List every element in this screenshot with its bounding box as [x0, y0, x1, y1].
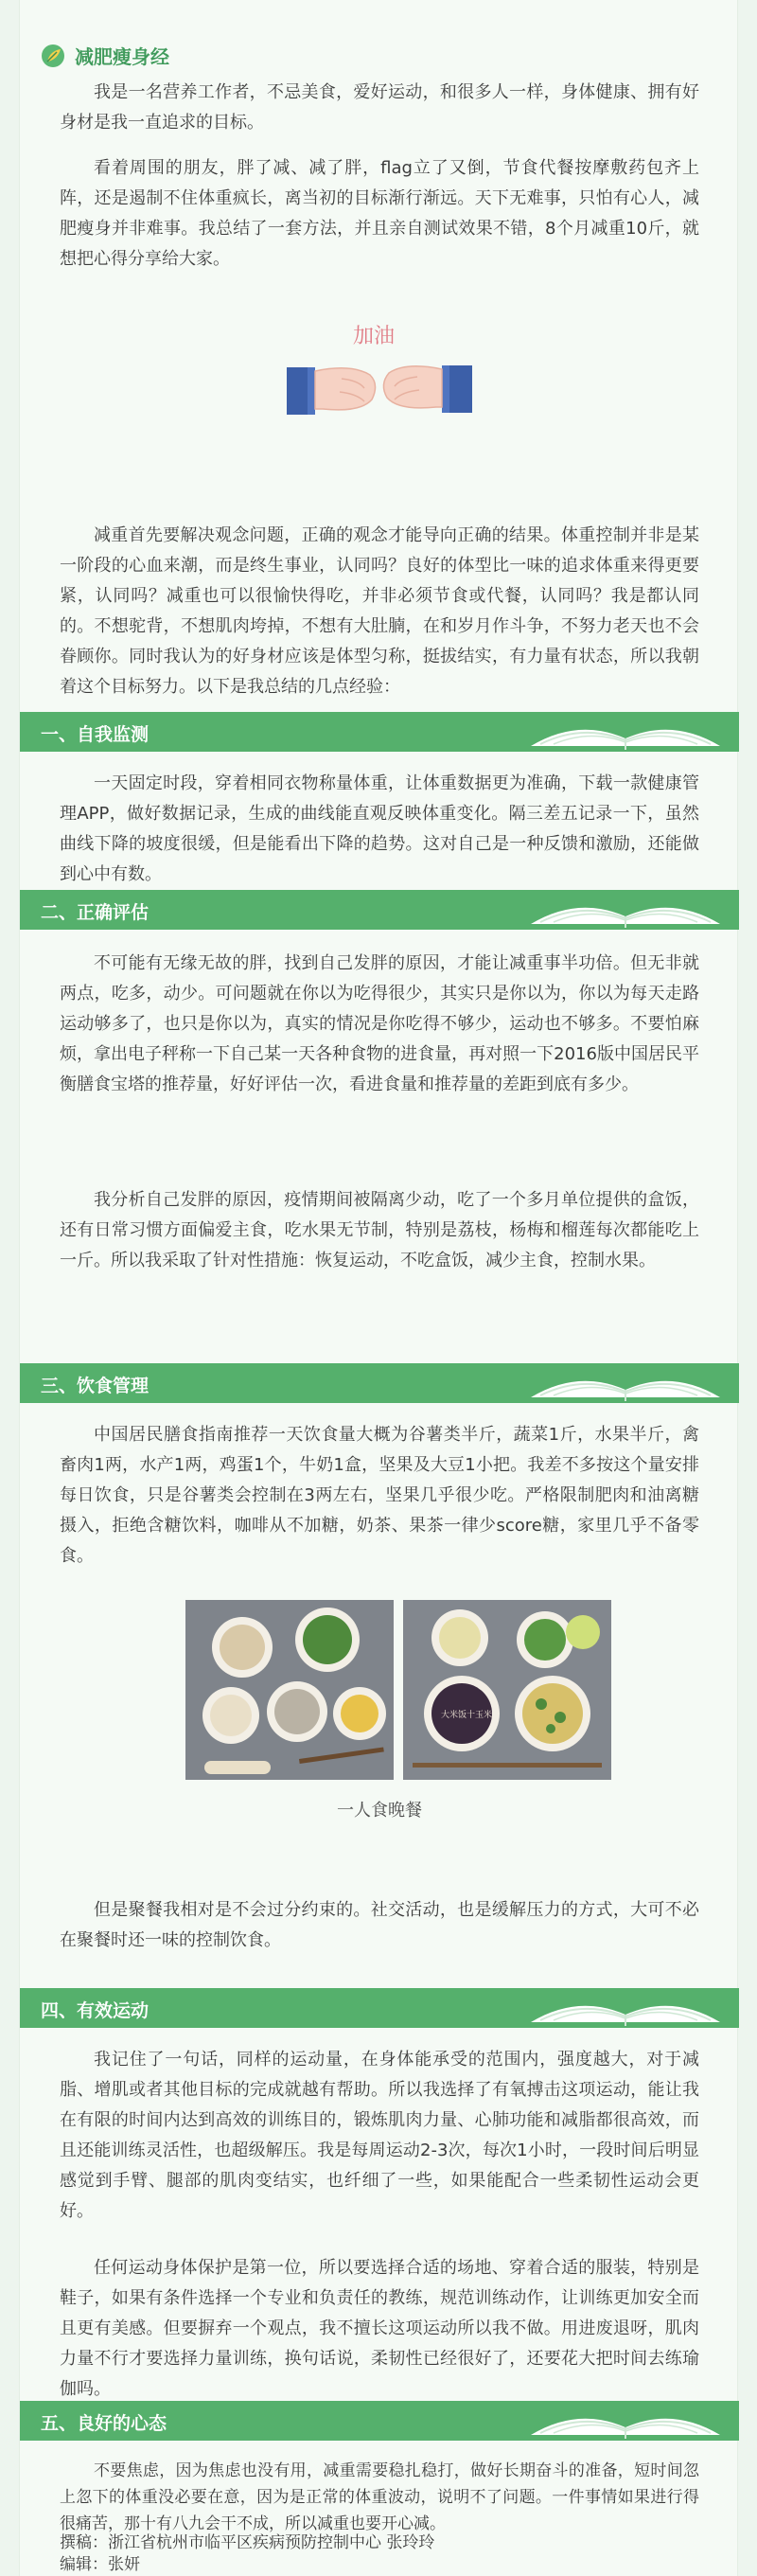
- section-title: 一、自我监测: [41, 724, 150, 745]
- open-book-icon: [512, 2389, 739, 2441]
- meal-photo-left: [185, 1600, 394, 1780]
- open-book-icon: [512, 879, 739, 930]
- section-header-diet: [20, 1363, 739, 1403]
- section-5-paragraph: 不要焦虑，因为焦虑也没有用，减重需要稳扎稳打，做好长期奋斗的准备，短时间忽上忽下的体重没必要在意，因为是正常的体重波动，说明不了问题。一件事情如果进行得很痛苦，那十有八九会干不成，所以减重也要开心减。: [60, 2461, 699, 2533]
- section-title: 五、良好的心态: [41, 2413, 167, 2434]
- editor-credit: 编辑：张妍: [60, 2555, 140, 2574]
- meal-photo-right: [403, 1600, 611, 1780]
- photo-caption: 一人食晚餐: [337, 1801, 422, 1821]
- section-2-paragraph-2: 我分析自己发胖的原因，疫情期间被隔离少动，吃了一个多月单位提供的盒饭，还有日常习惯方面偏爱主食，吃水果无节制，特别是荔枝，杨梅和榴莲每次都能吃上一斤。所以我采取了针对性措施：恢复运动，不吃盒饭，减少主食，控制水果。: [60, 1190, 699, 1270]
- section-header-exercise: [20, 1988, 739, 2028]
- section-3-paragraph-2: 但是聚餐我相对是不会过分约束的。社交活动，也是缓解压力的方式，大可不必在聚餐时还一味的控制饮食。: [60, 1900, 699, 1950]
- section-title: 二、正确评估: [41, 902, 150, 923]
- section-1-paragraph: 一天固定时段，穿着相同衣物称量体重，让体重数据更为准确，下载一款健康管理APP，做好数据记录，生成的曲线能直观反映体重变化。隔三差五记录一下，虽然曲线下降的坡度很缓，但是能看出下降的趋势。这对自己是一种反馈和激励，还能做到心中有数。: [60, 773, 699, 884]
- section-4-paragraph-2: 任何运动身体保护是第一位，所以要选择合适的场地、穿着合适的服装，特别是鞋子，如果有条件选择一个专业和负责任的教练，规范训练动作，让训练更加安全而且更有美感。但要摒弃一个观点，我不擅长这项运动所以我不做。用进废退呀，肌肉力量不行才要选择力量训练，换句话说，柔韧性已经很好了，还要花大把时间去练瑜伽吗。: [60, 2258, 699, 2399]
- section-title: 四、有效运动: [41, 2000, 150, 2021]
- section-header-assessment: [20, 890, 739, 930]
- open-book-icon: [512, 1352, 739, 1403]
- cheer-text: 加油: [353, 325, 396, 348]
- section-4-paragraph-1: 我记住了一句话，同样的运动量，在身体能承受的范围内，强度越大，对于减脂、增肌或者其他目标的完成就越有帮助。所以我选择了有氧搏击这项运动，能让我在有限的时间内达到高效的训练目的，锻炼肌肉力量、心肺功能和减脂都很高效，而且还能训练灵活性，也超级解压。我是每周运动2-3次，每次1小时，一段时间后明显感觉到手臂、腿部的肌肉变结实，也纤细了一些，如果能配合一些柔韧性运动会更好。: [60, 2050, 699, 2221]
- meal-photos: [185, 1600, 611, 1780]
- open-book-icon: [512, 701, 739, 752]
- leaf-icon: [41, 44, 65, 68]
- section-header-self-monitoring: [20, 712, 739, 752]
- author-credit: 撰稿：浙江省杭州市临平区疾病预防控制中心 张玲玲: [60, 2533, 435, 2552]
- section-title: 三、饮食管理: [41, 1376, 150, 1396]
- section-header-mindset: [20, 2401, 739, 2441]
- photo-label: 大米饭十玉米: [441, 1711, 493, 1720]
- section-3-paragraph-1: 中国居民膳食指南推荐一天饮食量大概为谷薯类半斤，蔬菜1斤，水果半斤，禽畜肉1两，水产1两，鸡蛋1个，牛奶1盒，坚果及大豆1小把。我差不多按这个量安排每日饮食，只是谷薯类会控制在3两左右，坚果几乎很少吃。严格限制肥肉和油离糖摄入，拒绝含糖饮料，咖啡从不加糖，奶茶、果茶一律少score糖，家里几乎不备零食。: [60, 1425, 699, 1566]
- intro-paragraph-1: 我是一名营养工作者，不忌美食，爱好运动，和很多人一样，身体健康、拥有好身材是我一直追求的目标。: [60, 82, 699, 133]
- intro-paragraph-3: 减重首先要解决观念问题，正确的观念才能导向正确的结果。体重控制并非是某一阶段的心血来潮，而是终生事业，认同吗？良好的体型比一味的追求体重来得更要紧，认同吗？减重也可以很愉快得吃，并非必须节食或代餐，认同吗？我是都认同的。不想驼背，不想肌肉垮掉，不想有大肚腩，在和岁月作斗争，不努力老天也不会眷顾你。同时我认为的好身材应该是体型匀称，挺拔结实，有力量有状态，所以我朝着这个目标努力。以下是我总结的几点经验：: [60, 525, 699, 697]
- open-book-icon: [512, 1977, 739, 2028]
- intro-paragraph-2: 看着周围的朋友，胖了减、减了胖，flag立了又倒，节食代餐按摩敷药包齐上阵，还是遏制不住体重疯长，离当初的目标渐行渐远。天下无难事，只怕有心人，减肥瘦身并非难事。我总结了一套方法，并且亲自测试效果不错，8个月减重10斤，就想把心得分享给大家。: [60, 158, 699, 269]
- article-title: 减肥瘦身经: [75, 45, 169, 68]
- article-page: [19, 0, 738, 2576]
- section-2-paragraph-1: 不可能有无缘无故的胖，找到自己发胖的原因，才能让减重事半功倍。但无非就两点，吃多，动少。可问题就在你以为吃得很少，其实只是你以为，你以为每天走路运动够多了，也只是你以为，真实的情况是你吃得不够少，运动也不够多。不要怕麻烦，拿出电子秤称一下自己某一天各种食物的进食量，再对照一下2016版中国居民平衡膳食宝塔的推荐量，好好评估一次，看进食量和推荐量的差距到底有多少。: [60, 953, 699, 1094]
- article-header: [41, 42, 169, 69]
